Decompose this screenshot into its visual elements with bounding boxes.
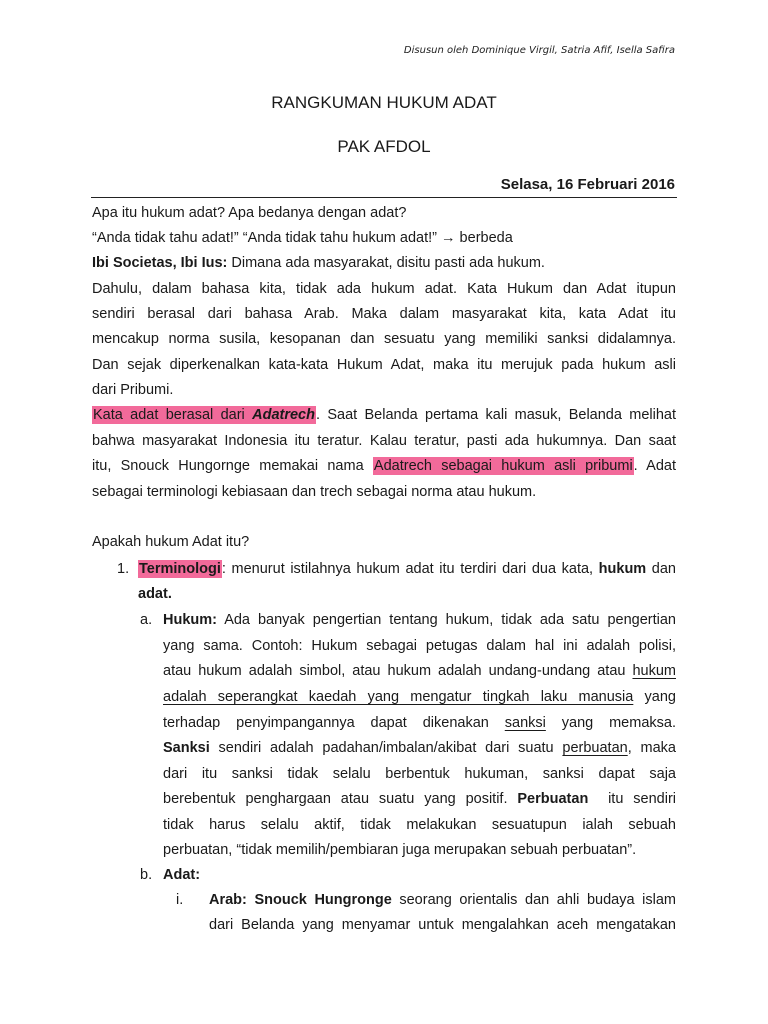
highlight-kata-adat: Kata adat berasal dari Adatrech [93,407,315,423]
ibi-societas-term: Ibi Societas, Ibi Ius: [92,255,228,271]
intro-question: Apa itu hukum adat? Apa bedanya dengan adat? [92,205,407,221]
para2-line: Kata adat berasal dari Adatrech. Saat Belanda pertama kali masuk, Belanda melihat [93,407,676,423]
intro-quote-tail: berbeda [455,230,513,246]
para1-line: mencakup norma susila, kesopanan dan sesuatu yang memiliki sanksi didalamnya. [92,331,676,347]
document-authors: Disusun oleh Dominique Virgil, Satria Afif, Isella Safira [403,45,675,56]
arab-line: dari Belanda yang menyamar untuk mengalahkan aceh mengatakan [209,917,676,933]
hukum-line: berebentuk penghargaan atau suatu yang positif. Perbuatan itu sendiri [163,791,676,807]
hukum-line: adalah seperangkat kaedah yang mengatur tingkah laku manusia yang [163,689,676,705]
intro-quote-line [92,225,513,251]
ibi-societas-line [92,250,545,276]
list-roman: i. [176,892,184,908]
hukum-line: terhadap penyimpangannya dapat dikenakan sanksi yang memaksa. [163,715,676,731]
intro-quote-text: “Anda tidak tahu adat!” “Anda tidak tahu hukum adat!” [92,230,437,246]
ibi-societas-text: Dimana ada masyarakat, disitu pasti ada hukum. [227,255,545,271]
para1-line: sendiri berasal dari bahasa Arab. Maka dalam masyarakat kita, kata Adat itu [92,306,676,322]
arrow-right-icon: → [441,230,456,246]
para1-line: Dahulu, dalam bahasa kita, tidak ada hukum adat. Kata Hukum dan Adat itupun [92,281,676,297]
hukum-line: Sanksi sendiri adalah padahan/imbalan/akibat dari suatu perbuatan, maka [163,740,676,756]
para2-line: itu, Snouck Hungornge memakai nama Adatrech sebagai hukum asli pribumi. Adat [92,458,677,474]
hukum-line: yang sama. Contoh: Hukum sebagai petugas dalam hal ini adalah polisi, [163,638,676,654]
para1-line: Dan sejak diperkenalkan kata-kata Hukum Adat, maka itu merujuk pada hukum asli [92,357,676,373]
list-number: 1. [117,561,130,577]
highlight-terminologi: Terminologi [139,561,221,577]
item1-adat: adat. [138,586,172,602]
hukum-line: tidak harus selalu aktif, tidak melakukan sesuatupun ialah sebuah [163,817,676,833]
document-title: RANGKUMAN HUKUM ADAT [271,93,497,112]
hukum-line: atau hukum adalah simbol, atau hukum adalah undang-undang atau hukum [163,663,676,679]
hukum-line: Hukum: Ada banyak pengertian tentang hukum, tidak ada satu pengertian [163,612,676,628]
hukum-line: dari itu sanksi tidak selalu berbentuk hukuman, sanksi dapat saja [163,766,676,782]
highlight-adatrech-pribumi: Adatrech sebagai hukum asli pribumi [373,458,633,474]
item1-line: Terminologi: menurut istilahnya hukum adat itu terdiri dari dua kata, hukum dan [139,561,676,577]
para2-line: sebagai terminologi kebiasaan dan trech sebagai norma atau hukum. [92,484,537,500]
adatrech-term: Adatrech [252,407,315,423]
hukum-line: perbuatan, “tidak memilih/pembiaran juga merupakan sebuah perbuatan”. [163,842,637,858]
section-question: Apakah hukum Adat itu? [92,534,250,550]
list-letter: b. [140,867,153,883]
para1-line: dari Pribumi. [92,382,174,398]
para2-line: bahwa masyarakat Indonesia itu teratur. Kalau teratur, pasti ada hukumnya. Dan saat [92,433,676,449]
list-letter: a. [140,612,153,628]
document-date: Selasa, 16 Februari 2016 [500,176,675,193]
header-divider [91,197,677,198]
adat-label: Adat: [163,867,201,883]
arab-line: Arab: Snouck Hungronge seorang orientalis dan ahli budaya islam [209,892,676,908]
document-subtitle: PAK AFDOL [337,137,431,156]
